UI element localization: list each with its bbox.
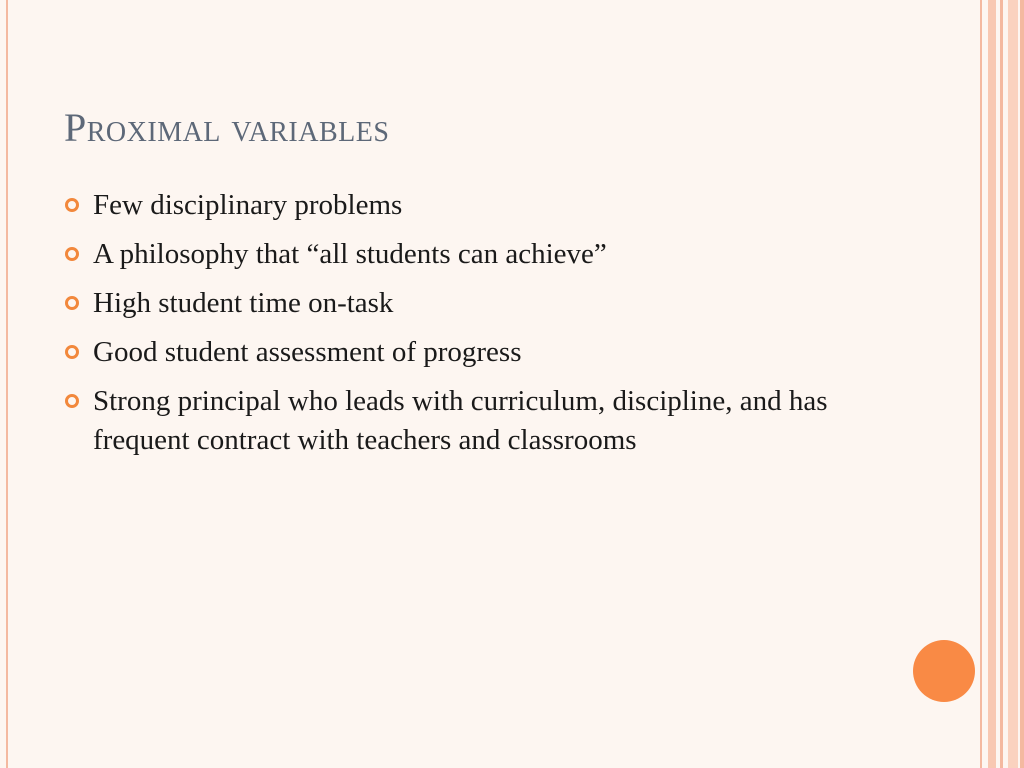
right-stripe: [1020, 0, 1024, 768]
bullet-circle-icon: [65, 345, 79, 359]
right-stripe: [988, 0, 996, 768]
bullet-circle-icon: [65, 198, 79, 212]
bullet-text: High student time on-task: [93, 287, 394, 319]
bullet-circle-icon: [65, 394, 79, 408]
left-frame-line: [6, 0, 8, 768]
orange-circle-decoration-icon: [913, 640, 975, 702]
slide-title: Proximal variables: [64, 105, 390, 150]
bullet-text: Good student assessment of progress: [93, 336, 522, 368]
bullet-text: A philosophy that “all students can achieve”: [93, 238, 607, 270]
bullet-item: [64, 235, 844, 274]
bullet-text: Few disciplinary problems: [93, 189, 403, 221]
bullet-item: [64, 333, 844, 372]
bullet-item: [64, 284, 844, 323]
bullet-item: [64, 186, 844, 225]
bullet-list: [64, 186, 844, 470]
bullet-item: [64, 382, 844, 460]
bullet-circle-icon: [65, 296, 79, 310]
bullet-text: Strong principal who leads with curriculum, discipline, and has frequent contract with teachers and classrooms: [93, 385, 828, 456]
bullet-circle-icon: [65, 247, 79, 261]
right-stripe: [1000, 0, 1003, 768]
right-stripe: [1008, 0, 1018, 768]
right-stripe: [980, 0, 982, 768]
